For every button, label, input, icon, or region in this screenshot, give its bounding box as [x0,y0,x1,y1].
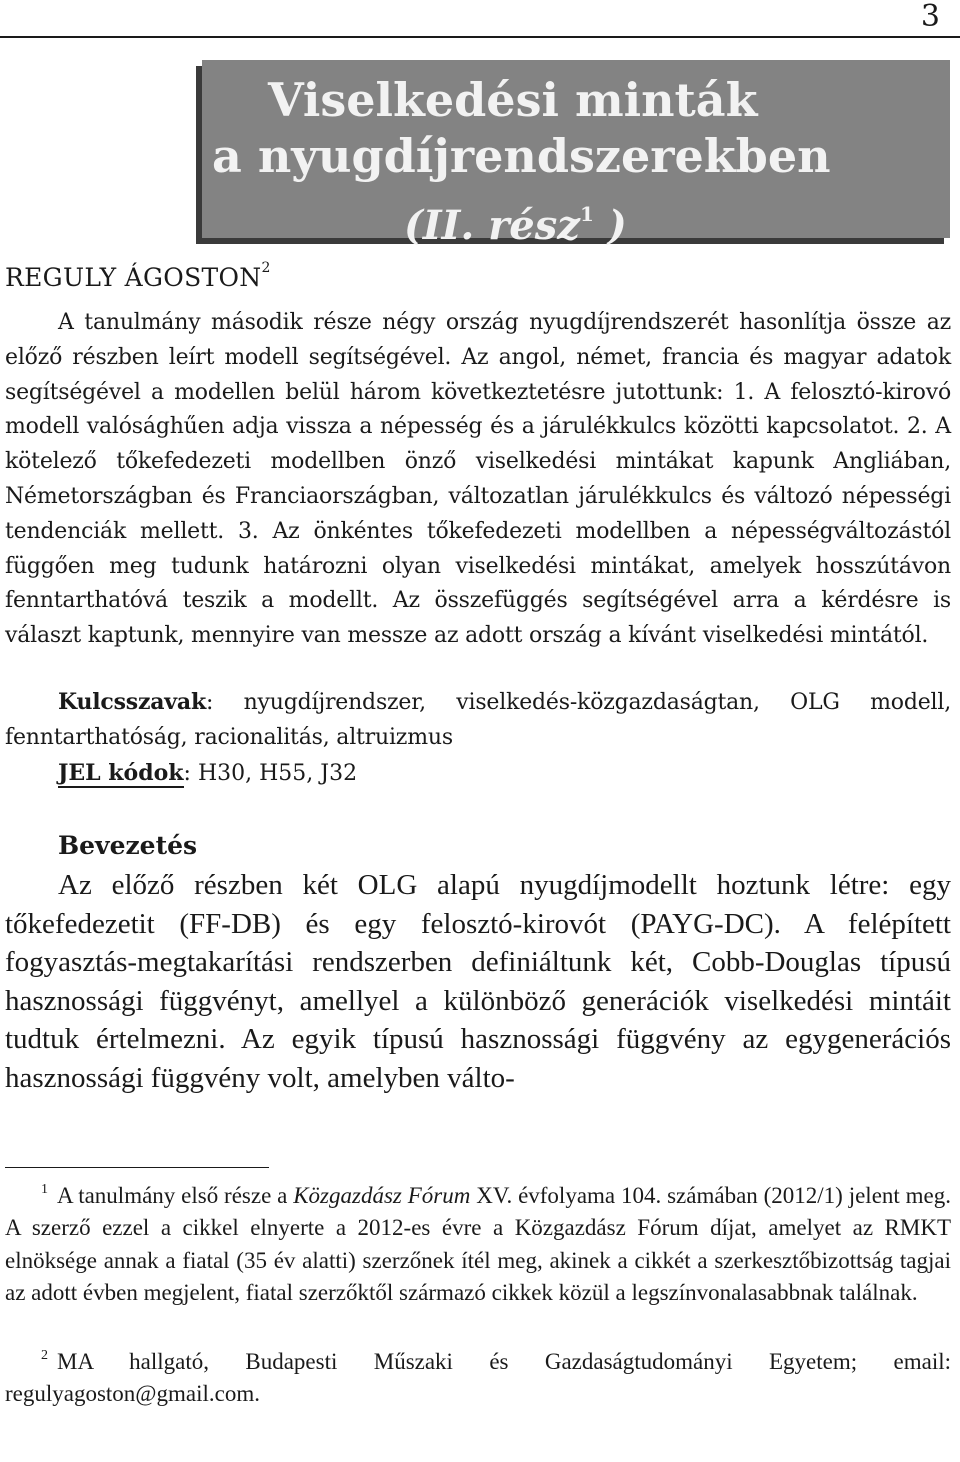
body-paragraph: Az előző részben két OLG alapú nyugdíjmodellt hoztunk létre: egy tőkefedezetit (FF-DB) és egy felosztó-kirovót (PAYG-DC). A felépített fogyasztás-megtakarítási rendszerben definiáltunk két, Cobb-Douglas típusú hasznossági függvényt, amellyel a különböző generációk viselkedési mintáit tudtuk értelmezni. Az egyik típusú hasznossági függvény az egygenerációs hasznossági függvény volt, amelyben válto- [5,869,951,1094]
footnote-1-after: XV. évfolyama 104. számában (2012/1) jelent meg. A szerző ezzel a cikkel elnyerte a 2012-es évre a Közgazdász Fórum díjat, amelyet az RMKT elnöksége annak a fiatal (35 év alatti) szerzőnek ítél meg, akinek a cikkét a szerkesztőbizottság tagjai az adott évben megjelent, fiatal szerzőktől származó cikkek közül a legszínvonalasabbnak találnak. [5,1183,951,1306]
page-number: 3 [920,0,940,34]
footnote-rule [5,1167,269,1168]
jel-label: JEL kódok [58,760,184,786]
footnote-1-journal: Közgazdász Fórum [293,1183,471,1208]
author-name: REGULY ÁGOSTON [5,263,262,292]
title-part-text: (II. rész [404,202,580,249]
keywords [5,685,951,756]
title-line-1: Viselkedési minták [268,73,758,127]
jel-code-list: H30, H55, J32 [197,761,358,786]
footnote-2 [5,1340,951,1411]
abstract: A tanulmány második része négy ország nyugdíjrendszerét hasonlítja össze az előző részben leírt modell segítségével. Az angol, német, francia és magyar adatok segítségével a modellen belül három következtetésre jutottunk: 1. A felosztó-kirovó modell valósághűen adja vissza a népesség és a járulékkulcs közötti kapcsolatot. 2. A kötelező tőkefedezeti modellben önző viselkedési mintákat kapunk Angliában, Németországban és Franciaországban, változatlan járulékkulcs és változó népességi tendenciák mellett. 3. Az önkéntes tőkefedezeti modellben a népességváltozástól függően meg tudunk határozni olyan viselkedési mintákat, amelyek hosszútávon fenntarthatóvá teszik a modellt. Az összefüggés segítségével arra a kérdésre is választ kaptunk, mennyire van messze az adott ország a kívánt viselkedési mintától. [5,310,951,649]
footnote-2-mark: 2 [41,1348,48,1363]
keywords-separator: : [206,690,244,715]
title-box [202,60,950,249]
title-part-close: ) [593,202,627,249]
title-line-2: a nyugdíjrendszerekben [212,129,831,183]
footnote-2-text: MA hallgató, Budapesti Műszaki és Gazdaságtudományi Egyetem; email: regulyagoston@gmail.com. [5,1349,951,1407]
author-footnote-mark: 2 [261,260,271,276]
header-rule [0,36,960,38]
section-heading: Bevezetés [58,831,198,860]
footnote-1 [5,1174,951,1310]
jel-separator: : [183,761,198,786]
keywords-label: Kulcsszavak [58,689,206,715]
footnote-1-before: A tanulmány első része a [57,1183,294,1208]
footnote-1-mark: 1 [41,1182,48,1197]
jel-codes [58,756,357,791]
title-part [404,188,627,252]
author [5,252,271,294]
keywords-text: nyugdíjrendszer, viselkedés-közgazdaságtan, OLG modell, fenntarthatóság, racionalitás, altruizmus [5,690,951,750]
title-footnote-mark: 1 [579,202,594,226]
